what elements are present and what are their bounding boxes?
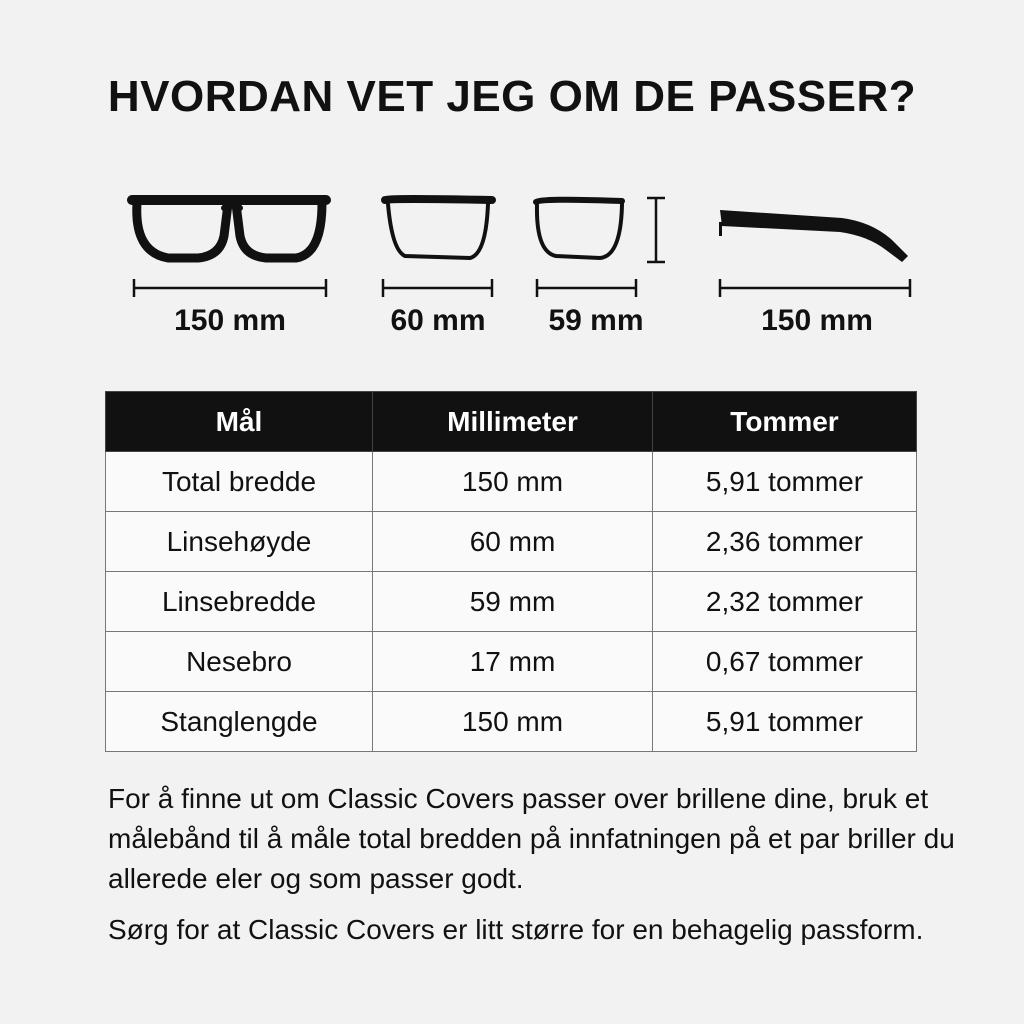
lens-height-icon (385, 199, 492, 258)
instruction-paragraph: For å finne ut om Classic Covers passer over brillene dine, bruk et målebånd til å måle total bredden på innfatningen på et par briller du allerede eler og som passer godt. (108, 783, 955, 894)
lens-width-dimension (537, 279, 636, 297)
header-inches: Tommer (653, 392, 917, 452)
table-row (106, 692, 917, 752)
lens-height-label: 60 mm (390, 304, 486, 337)
page-title: HVORDAN VET JEG OM DE PASSER? (107, 72, 917, 121)
cell-mm: 150 mm (373, 452, 653, 512)
temple-arm-icon (719, 210, 908, 262)
cell-inches: 2,32 tommer (653, 572, 917, 632)
header-measure: Mål (106, 392, 373, 452)
temple-length-dimension (720, 279, 910, 297)
table-row (106, 632, 917, 692)
front-width-label: 150 mm (174, 304, 286, 337)
cell-measure: Linsebredde (106, 572, 373, 632)
table-header-row (106, 392, 917, 452)
table-row (106, 512, 917, 572)
cell-mm: 60 mm (373, 512, 653, 572)
cell-mm: 17 mm (373, 632, 653, 692)
cell-measure: Stanglengde (106, 692, 373, 752)
front-width-dimension (134, 279, 326, 297)
lens-width-label: 59 mm (548, 304, 644, 337)
table-row (106, 572, 917, 632)
fit-tip-paragraph: Sørg for at Classic Covers er litt større for en behagelig passform. (108, 914, 924, 945)
cell-measure: Nesebro (106, 632, 373, 692)
cell-mm: 59 mm (373, 572, 653, 632)
temple-length-label: 150 mm (761, 304, 873, 337)
cell-inches: 5,91 tommer (653, 452, 917, 512)
header-millimeter: Millimeter (373, 392, 653, 452)
table-row (106, 452, 917, 512)
lens-height-dimension (383, 279, 492, 297)
measurement-table (105, 391, 917, 752)
lens-width-icon (536, 200, 622, 258)
cell-mm: 150 mm (373, 692, 653, 752)
lens-height-bar (647, 198, 665, 262)
cell-measure: Total bredde (106, 452, 373, 512)
cell-inches: 2,36 tommer (653, 512, 917, 572)
cell-measure: Linsehøyde (106, 512, 373, 572)
cell-inches: 5,91 tommer (653, 692, 917, 752)
front-frame-icon (132, 200, 326, 258)
cell-inches: 0,67 tommer (653, 632, 917, 692)
